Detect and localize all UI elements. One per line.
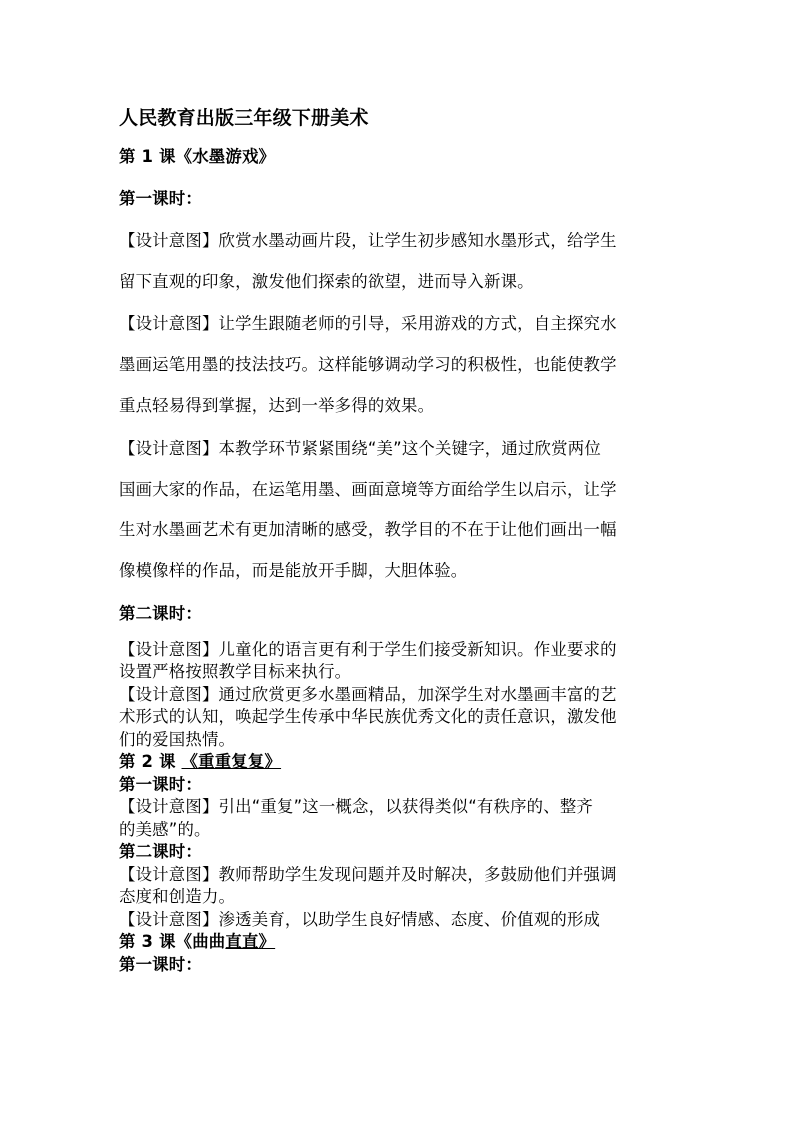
paragraph-line: 【设计意图】渗透美育，以助学生良好情感、态度、价值观的形成 (119, 910, 601, 929)
paragraph-line: 国画大家的作品，在运笔用墨、画面意境等方面给学生以启示，让学 (119, 480, 617, 499)
paragraph-line: 【设计意图】教师帮助学生发现问题并及时解决，多鼓励他们并强调 (119, 865, 617, 884)
lesson2-heading (119, 752, 281, 772)
paragraph-line: 【设计意图】通过欣赏更多水墨画精品，加深学生对水墨画丰富的艺 (119, 685, 617, 704)
paragraph-line: 态度和创造力。 (119, 887, 236, 906)
paragraph-line: 【设计意图】让学生跟随老师的引导，采用游戏的方式，自主探究水 (119, 314, 617, 333)
paragraph-line: 设置严格按照教学目标来执行。 (119, 662, 352, 681)
lesson2-period1-label: 第一课时： (119, 775, 202, 794)
paragraph-line: 的美感”的。 (119, 820, 211, 839)
lesson3-heading (119, 932, 275, 952)
lesson1-period2-label: 第二课时： (119, 604, 202, 623)
paragraph-line: 【设计意图】本教学环节紧紧围绕“美”这个关键字，通过欣赏两位 (119, 439, 601, 458)
lesson3-heading-title: 直直》 (225, 932, 276, 951)
paragraph-line: 【设计意图】儿童化的语言更有利于学生们接受新知识。作业要求的 (119, 640, 617, 659)
lesson1-period1-label: 第一课时： (119, 189, 202, 208)
paragraph-line: 生对水墨画艺术有更加清晰的感受，教学目的不在于让他们画出一幅 (119, 520, 617, 539)
lesson2-heading-prefix: 第 2 课 (119, 752, 182, 771)
paragraph-line: 【设计意图】引出“重复”这一概念，以获得类似“有秩序的、整齐 (119, 797, 594, 816)
paragraph-line: 【设计意图】欣赏水墨动画片段，让学生初步感知水墨形式，给学生 (119, 231, 617, 250)
paragraph-line: 像模像样的作品，而是能放开手脚，大胆体验。 (119, 561, 468, 580)
lesson1-heading: 第 1 课《水墨游戏》 (119, 147, 276, 166)
lesson3-heading-prefix: 第 3 课《曲曲 (119, 932, 226, 951)
paragraph-line: 术形式的认知，唤起学生传承中华民族优秀文化的责任意识，激发他 (119, 707, 617, 726)
lesson3-period1-label: 第一课时： (119, 955, 202, 974)
paragraph-line: 重点轻易得到掌握，达到一举多得的效果。 (119, 396, 435, 415)
paragraph-line: 墨画运笔用墨的技法技巧。这样能够调动学习的积极性，也能使教学 (119, 355, 617, 374)
paragraph-line: 留下直观的印象，激发他们探索的欲望，进而导入新课。 (119, 272, 534, 291)
lesson2-period2-label: 第二课时： (119, 842, 202, 861)
lesson2-heading-title: 《重重复复》 (181, 752, 282, 771)
document-title: 人民教育出版三年级下册美术 (119, 107, 369, 129)
paragraph-line: 们的爱国热情。 (119, 730, 236, 749)
